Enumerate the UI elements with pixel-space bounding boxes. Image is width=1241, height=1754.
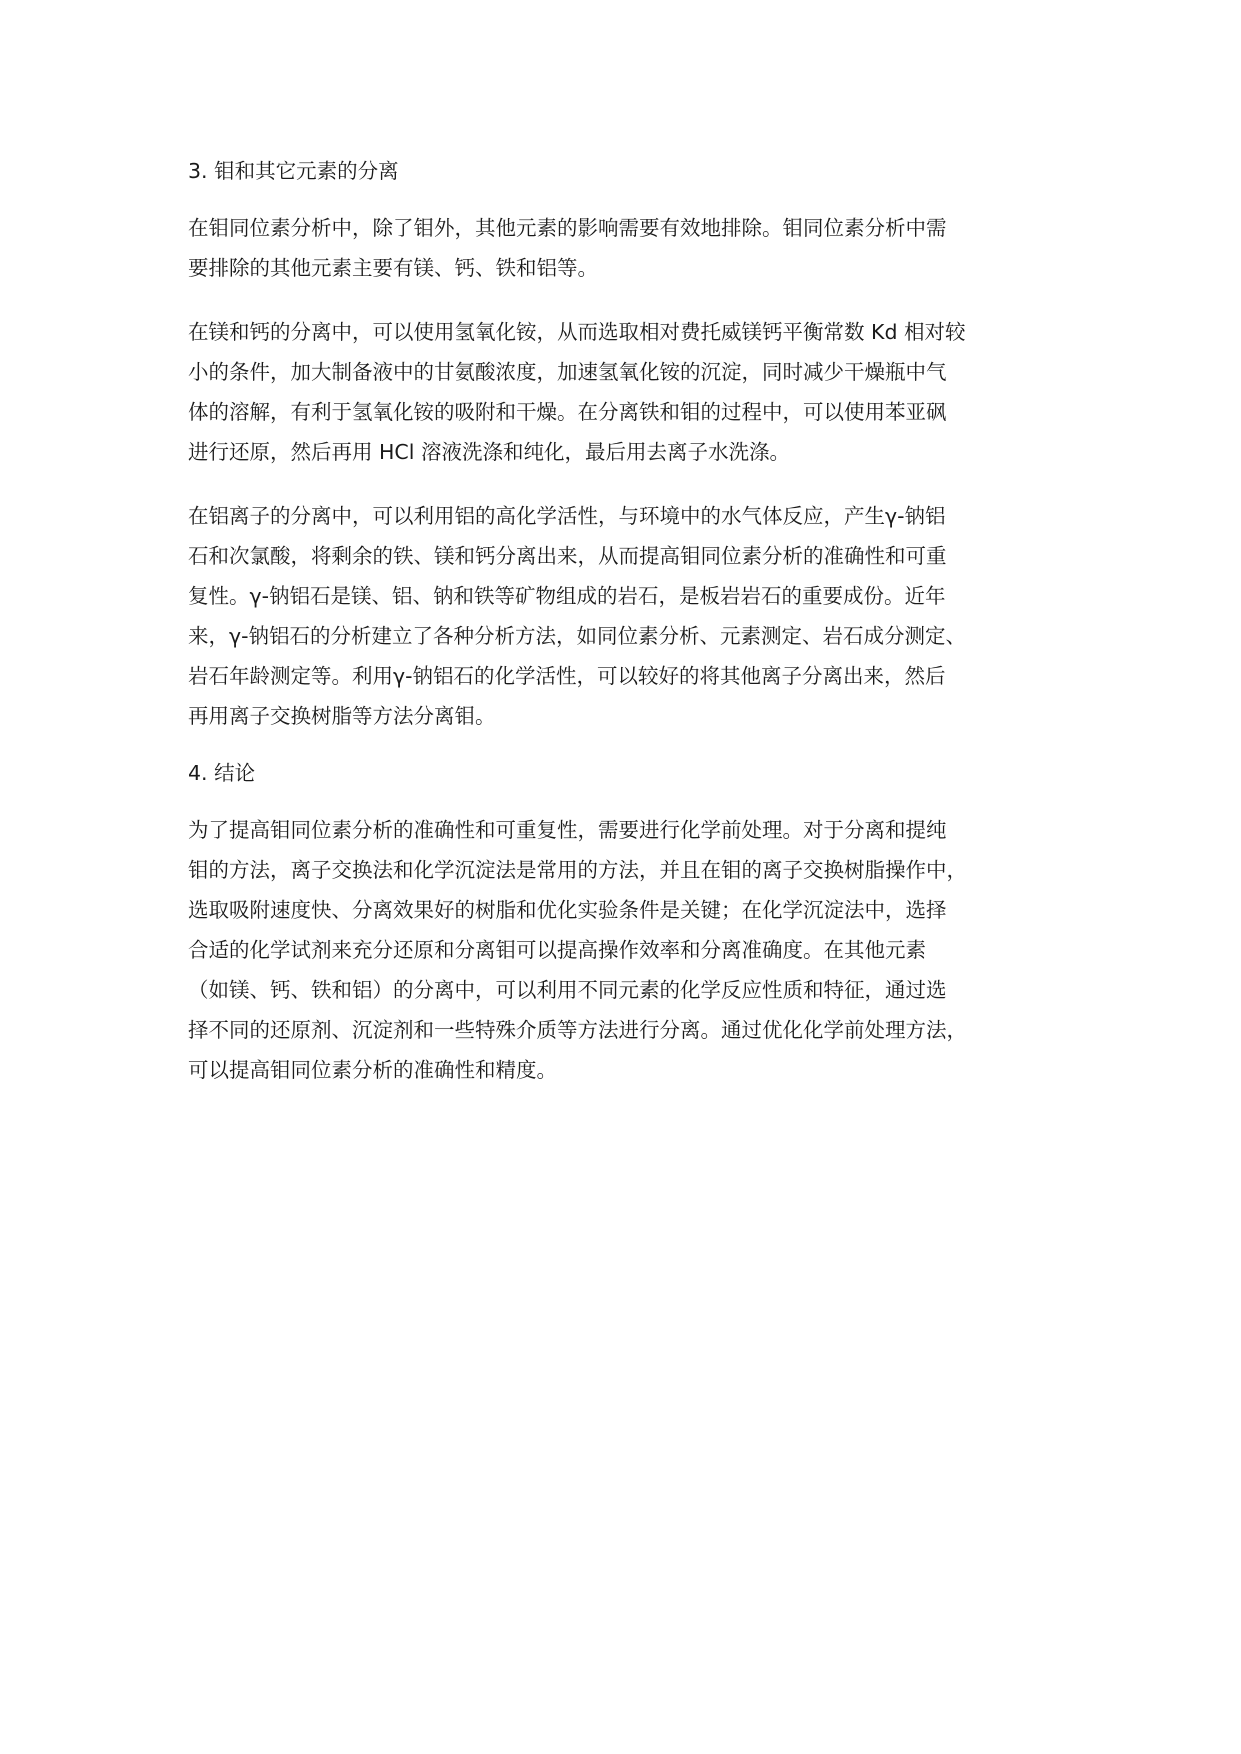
text-line: 在镁和钙的分离中，可以使用氢氧化铵，从而选取相对费托威镁钙平衡常数 Kd 相对较	[188, 320, 966, 344]
document-body	[188, 158, 1078, 1114]
section-4-heading: 4. 结论	[188, 761, 256, 785]
text-line: 来，γ-钠铝石的分析建立了各种分析方法，如同位素分析、元素测定、岩石成分测定、	[188, 624, 967, 648]
text-line: 选取吸附速度快、分离效果好的树脂和优化实验条件是关键；在化学沉淀法中，选择	[188, 898, 947, 922]
text-line: 石和次氯酸，将剩余的铁、镁和钙分离出来，从而提高钼同位素分析的准确性和可重	[188, 544, 947, 568]
text-line: 体的溶解，有利于氢氧化铵的吸附和干燥。在分离铁和钼的过程中，可以使用苯亚砜	[188, 400, 947, 424]
text-line: 在钼同位素分析中，除了钼外，其他元素的影响需要有效地排除。钼同位素分析中需	[188, 216, 947, 240]
text-line: 在铝离子的分离中，可以利用铝的高化学活性，与环境中的水气体反应，产生γ-钠铝	[188, 504, 946, 528]
text-line: 为了提高钼同位素分析的准确性和可重复性，需要进行化学前处理。对于分离和提纯	[188, 818, 947, 842]
section-3-heading: 3. 钼和其它元素的分离	[188, 159, 399, 183]
section-3-paragraph-3	[188, 496, 1078, 736]
text-line: 复性。γ-钠铝石是镁、铝、钠和铁等矿物组成的岩石，是板岩岩石的重要成份。近年	[188, 584, 946, 608]
text-line: 可以提高钼同位素分析的准确性和精度。	[188, 1058, 557, 1082]
section-3-paragraph-1	[188, 208, 1078, 288]
text-line: 小的条件，加大制备液中的甘氨酸浓度，加速氢氧化铵的沉淀，同时减少干燥瓶中气	[188, 360, 947, 384]
text-line: 择不同的还原剂、沉淀剂和一些特殊介质等方法进行分离。通过优化化学前处理方法，	[188, 1018, 967, 1042]
text-line: 钼的方法，离子交换法和化学沉淀法是常用的方法，并且在钼的离子交换树脂操作中，	[188, 858, 967, 882]
section-3-paragraph-2	[188, 312, 1078, 472]
text-line: 再用离子交换树脂等方法分离钼。	[188, 704, 496, 728]
text-line: 岩石年龄测定等。利用γ-钠铝石的化学活性，可以较好的将其他离子分离出来，然后	[188, 664, 946, 688]
section-4-paragraph-1	[188, 810, 1078, 1090]
text-line: 要排除的其他元素主要有镁、钙、铁和铝等。	[188, 256, 598, 280]
text-line: （如镁、钙、铁和铝）的分离中，可以利用不同元素的化学反应性质和特征，通过选	[188, 978, 947, 1002]
text-line: 合适的化学试剂来充分还原和分离钼可以提高操作效率和分离准确度。在其他元素	[188, 938, 926, 962]
text-line: 进行还原，然后再用 HCl 溶液洗涤和纯化，最后用去离子水洗涤。	[188, 440, 790, 464]
